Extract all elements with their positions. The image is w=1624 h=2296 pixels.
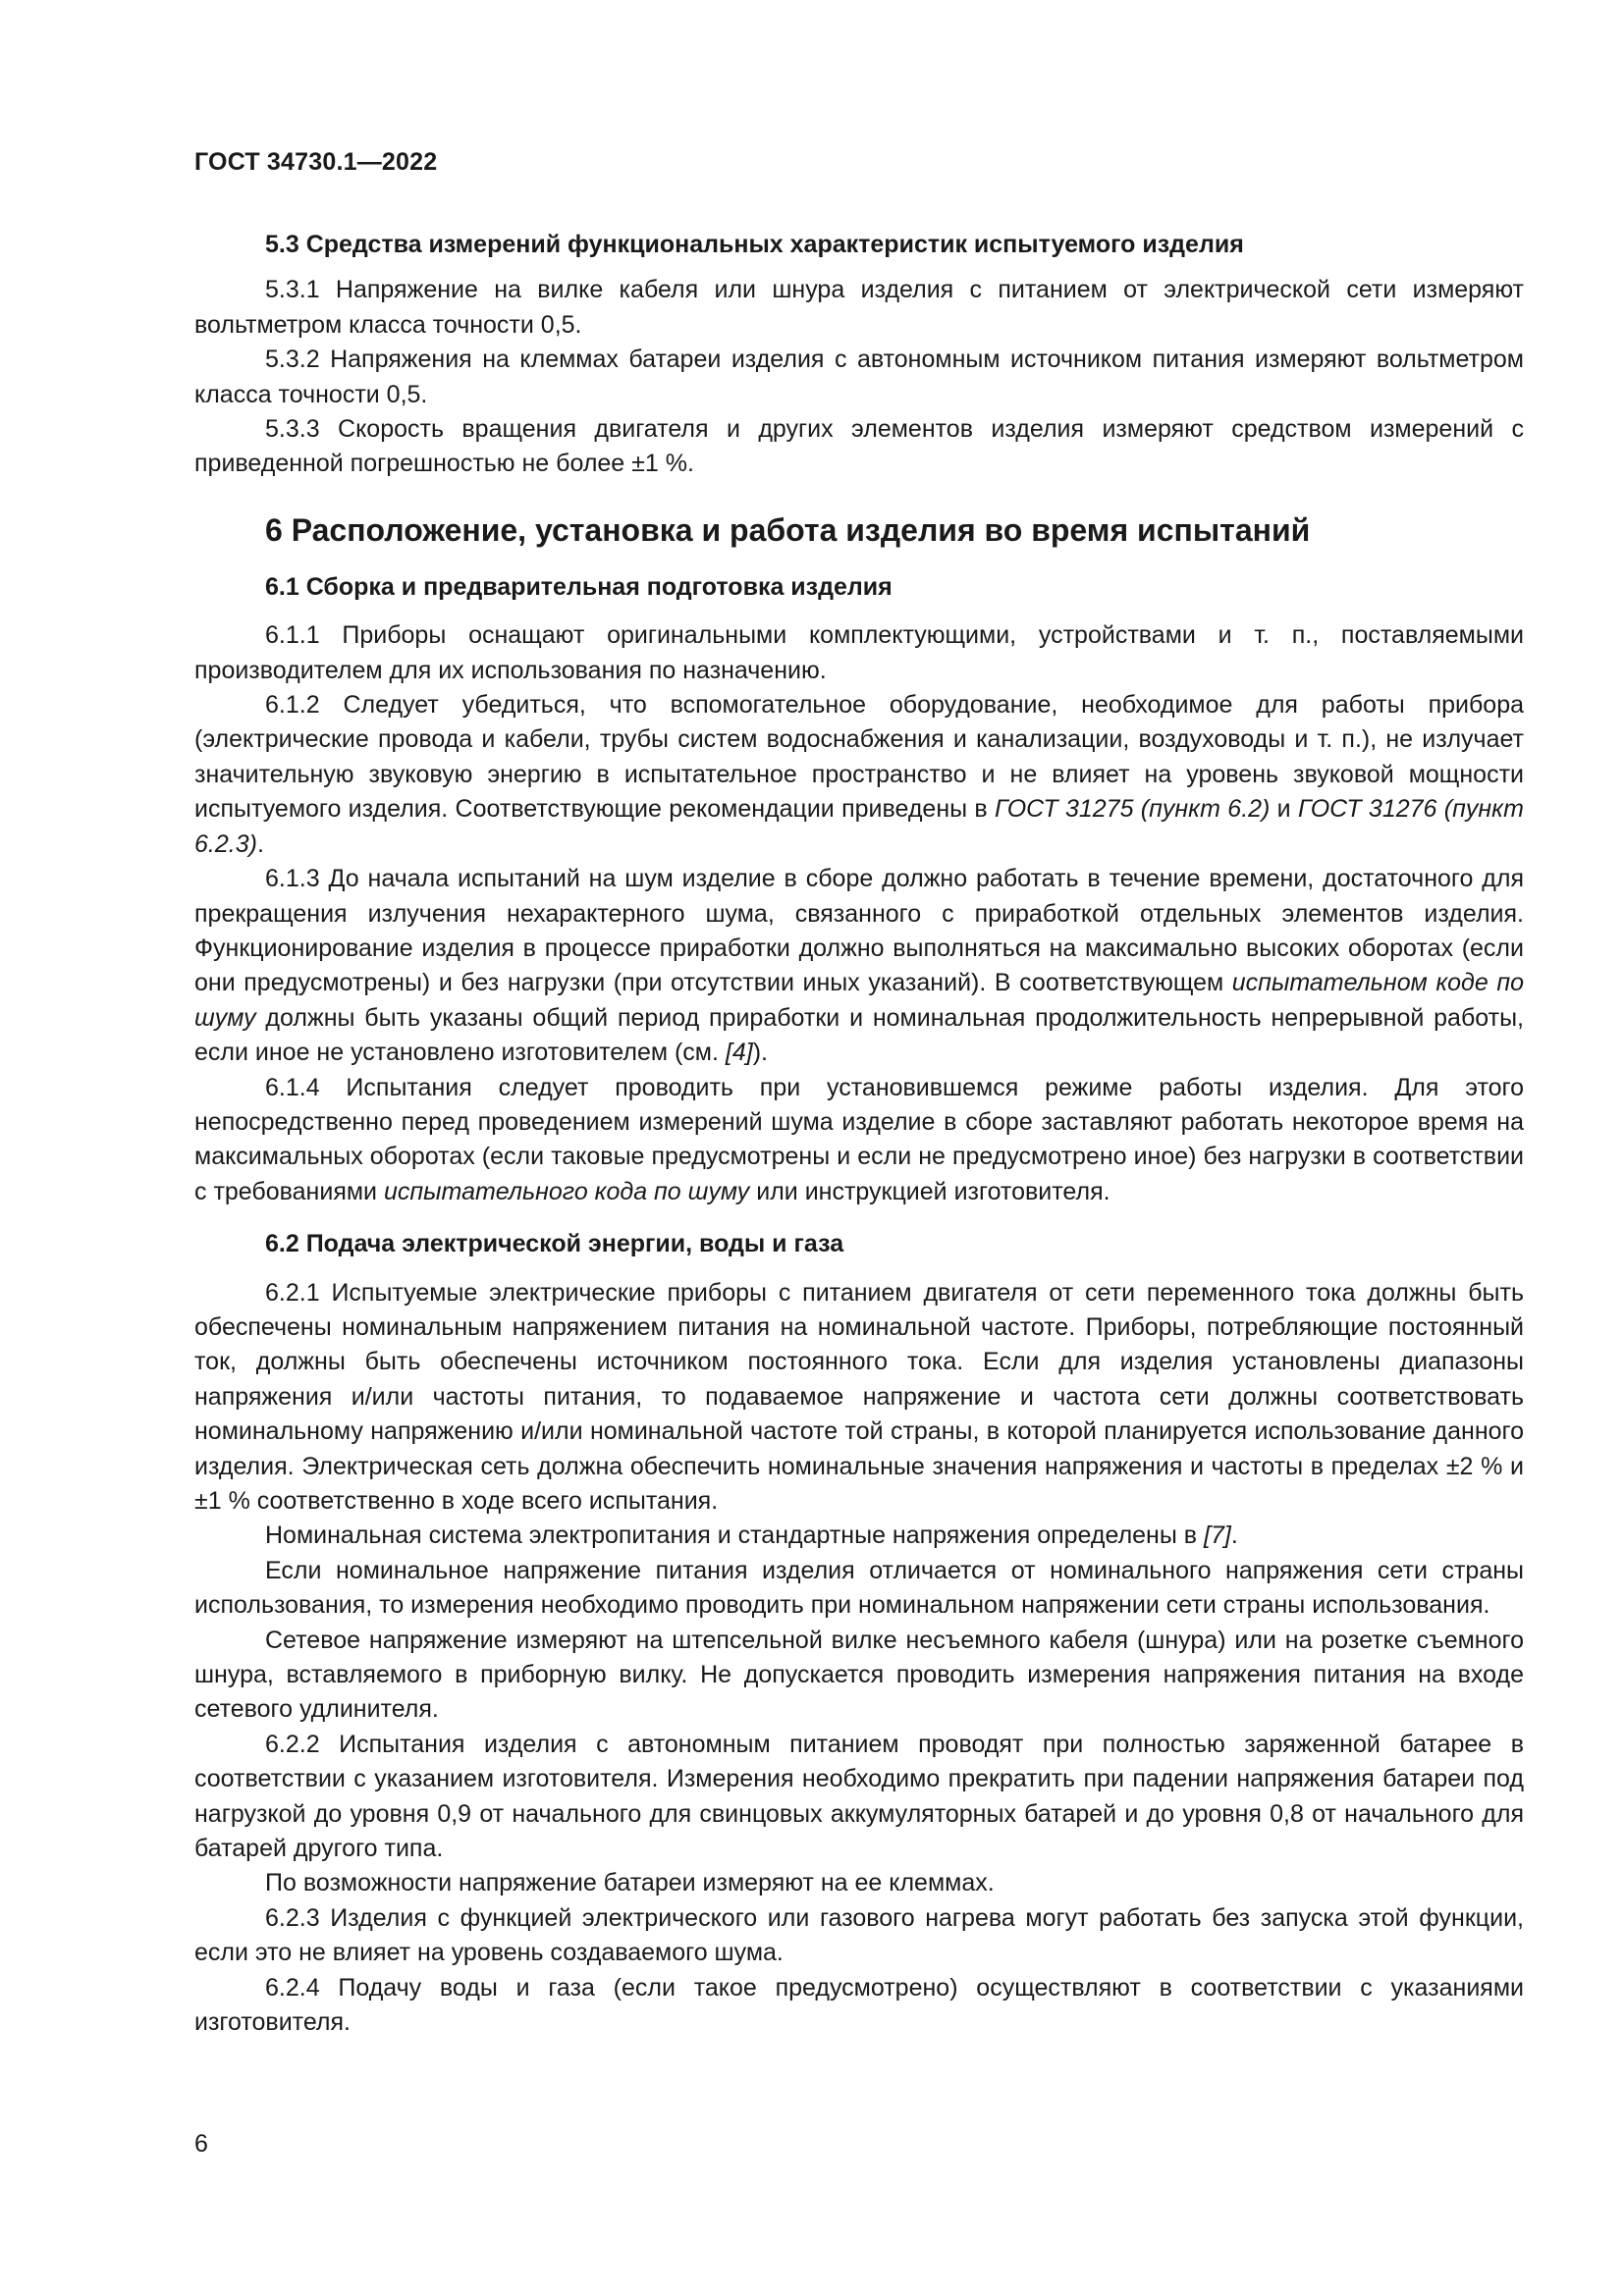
paragraph-nominal-voltage-differs: Если номинальное напряжение питания изделия отличается от номинального напряжения сети страны использования, то измерения необходимо проводить при номинальном напряжении сети страны использования. [194, 1556, 1524, 1620]
section-5-3-heading: 5.3 Средства измерений функциональных характеристик испытуемого изделия [265, 231, 1244, 258]
paragraph-nominal-system-text-a: Номинальная система электропитания и стандартные напряжения определены в [265, 1522, 1205, 1550]
paragraph-5-3-3: 5.3.3 Скорость вращения двигателя и других элементов изделия измеряют средством измерений с приведенной погрешностью не более ±1 %. [194, 415, 1524, 478]
reference-7: [7] [1204, 1522, 1231, 1550]
paragraph-6-1-1: 6.1.1 Приборы оснащают оригинальными комплектующими, устройствами и т. п., поставляемыми производителем для их использования по назначению. [194, 621, 1524, 684]
paragraph-5-3-2: 5.3.2 Напряжения на клеммах батареи изделия с автономным источником питания измеряют вольтметром класса точности 0,5. [194, 346, 1524, 408]
reference-gost-31275: ГОСТ 31275 (пункт 6.2) [994, 795, 1271, 824]
term-noise-test-code: испытательном коде по шуму [194, 969, 1524, 1032]
paragraph-6-2-4: 6.2.4 Подачу воды и газа (если такое предусмотрено) осуществляют в соответствии с указаниями изготовителя. [194, 1973, 1524, 2037]
document-code-header: ГОСТ 34730.1—2022 [194, 148, 438, 176]
paragraph-nominal-system [194, 1519, 1524, 1553]
section-6-1-heading: 6.1 Сборка и предварительная подготовка изделия [265, 572, 893, 601]
paragraph-6-1-4-text-a: 6.1.4 Испытания следует проводить при установившемся режиме работы изделия. Для этого непосредственно перед проведением измерений шума изделие в сборе заставляют работать некоторое время на максимальных оборотах (если таковые предусмотрены и если не предусмотрено иное) без нагрузки в соответствии с требованиями [194, 1073, 1524, 1205]
reference-4: [4] [725, 1039, 753, 1067]
section-6-2-heading: 6.2 Подача электрической энергии, воды и газа [265, 1230, 844, 1258]
paragraph-6-2-1: 6.2.1 Испытуемые электрические приборы с питанием двигателя от сети переменного тока должны быть обеспечены номинальным напряжением питания на номинальной частоте. Приборы, потребляющие постоянный ток, должны быть обеспечены источником постоянного тока. Если для изделия установлены диапазоны напряжения и/или частоты питания, то подаваемое напряжение и частота сети должны соответствовать номинальному напряжению и/или номинальной частоте той страны, в которой планируется использование данного изделия. Электрическая сеть должна обеспечить номинальные значения напряжения и частоты в пределах ±2 % и ±1 % соответственно в ходе всего испытания. [194, 1278, 1524, 1515]
paragraph-6-1-2-text-b: и [1270, 795, 1298, 824]
paragraph-mains-voltage: Сетевое напряжение измеряют на штепсельной вилке несъемного кабеля (шнура) или на розетке съемного шнура, вставляемого в приборную вилку. Не допускается проводить измерения напряжения питания на входе сетевого удлинителя. [194, 1626, 1524, 1724]
paragraph-6-2-2: 6.2.2 Испытания изделия с автономным питанием проводят при полностью заряженной батарее в соответствии с указанием изготовителя. Измерения необходимо прекратить при падении напряжения батареи под нагрузкой до уровня 0,9 от начального для свинцовых аккумуляторных батарей и до уровня 0,8 от начального для батарей другого типа. [194, 1730, 1524, 1863]
paragraph-6-1-2-text-c: . [256, 829, 264, 858]
paragraph-6-1-2 [194, 688, 1524, 862]
paragraph-5-3-1: 5.3.1 Напряжение на вилке кабеля или шнура изделия с питанием от электрической сети измеряют вольтметром класса точности 0,5. [194, 276, 1524, 339]
paragraph-6-1-3-text-a: 6.1.3 До начала испытаний на шум изделие в сборе должно работать в течение времени, достаточного для прекращения излучения нехарактерного шума, связанного с приработкой отдельных элементов изделия. Функционирование изделия в процессе приработки должно выполняться на максимально высоких оборотах (если они предусмотрены) и без нагрузки (при отсутствии иных указаний). В соответствующем [194, 865, 1524, 997]
paragraph-6-1-3-text-b: должны быть указаны общий период приработки и номинальная продолжительность непрерывной работы, если иное не установлено изготовителем (см. [194, 1003, 1524, 1067]
section-6-heading: 6 Расположение, установка и работа изделия во время испытаний [265, 511, 1311, 548]
paragraph-6-1-4-text-b: или инструкцией изготовителя. [749, 1177, 1110, 1205]
page-number: 6 [194, 2130, 208, 2158]
document-body [194, 228, 1524, 2041]
paragraph-6-1-2-text-a: 6.1.2 Следует убедиться, что вспомогательное оборудование, необходимое для работы прибора (электрические провода и кабели, трубы систем водоснабжения и канализации, воздуховоды и т. п.), не излучает значительную звуковую энергию в испытательное пространство и не влияет на уровень звуковой мощности испытуемого изделия. Соответствующие рекомендации приведены в [194, 691, 1524, 824]
paragraph-nominal-system-text-b: . [1230, 1522, 1238, 1550]
paragraph-6-1-3 [194, 862, 1524, 1070]
reference-gost-31276: ГОСТ 31276 (пункт 6.2.3) [194, 795, 1524, 858]
term-noise-test-code: испытательного кода по шуму [383, 1177, 750, 1205]
paragraph-6-1-3-text-c: ). [752, 1039, 768, 1067]
paragraph-battery-voltage: По возможности напряжение батареи измеряют на ее клеммах. [265, 1869, 995, 1897]
paragraph-6-2-3: 6.2.3 Изделия с функцией электрического или газового нагрева могут работать без запуска этой функции, если это не влияет на уровень создаваемого шума. [194, 1903, 1524, 1967]
paragraph-6-1-4 [194, 1071, 1524, 1210]
